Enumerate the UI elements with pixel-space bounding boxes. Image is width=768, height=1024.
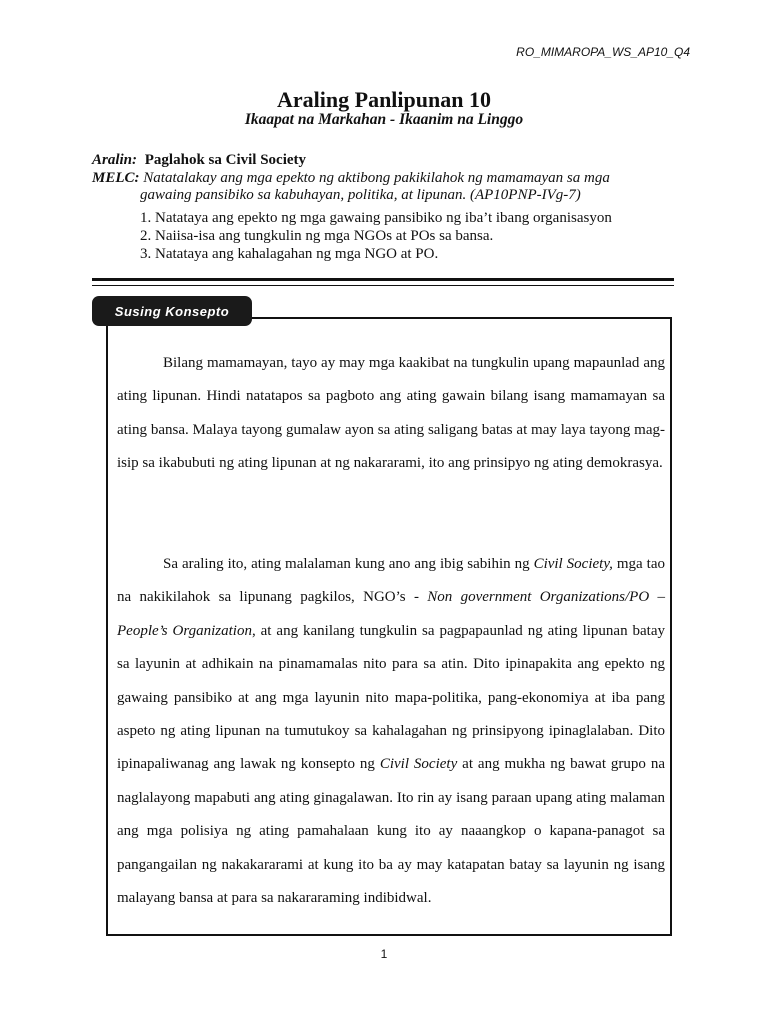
melc-line [92, 169, 610, 187]
civil-society-term: Civil Society, [533, 556, 613, 572]
concept-paragraph-2 [117, 548, 665, 915]
aralin-value: Paglahok sa Civil Society [144, 152, 307, 168]
melc-label: MELC: [92, 170, 140, 186]
p2-text: at ang mukha ng bawat grupo na naglalayong mapabuti ang ating ginagalawan. Ito rin ay isang paraan upang ating malaman ang mga polisiya ng ating pamahalaan kung ito ay naaangkop o kapana-panagot sa pangangailan ng nakakararami at kung ito ba ay may katapatan batay sa layunin ng isang malayang bansa at para sa nakararaming indibidwal. [117, 756, 665, 907]
page-number: 1 [380, 947, 388, 961]
document-code: RO_MIMAROPA_WS_AP10_Q4 [516, 45, 690, 59]
section-badge: Susing Konsepto [92, 296, 252, 326]
melc-text-line2: gawaing pansibiko sa kabuhayan, politika, at lipunan. (AP10PNP-IVg-7) [140, 187, 581, 203]
objective-item: 3. Natataya ang kahalagahan ng mga NGO at PO. [140, 246, 439, 262]
objective-item: 1. Natataya ang epekto ng mga gawaing pansibiko ng iba’t ibang organisasyon [140, 210, 612, 226]
ngo-po-term: Non government Organizations/PO – People’s Organization [117, 589, 665, 639]
divider-thick [92, 278, 674, 281]
concept-paragraph-1: Bilang mamamayan, tayo ay may mga kaakibat na tungkulin upang mapaunlad ang ating lipunan. Hindi natatapos sa pagboto ang ating gawain bilang isang mamamayan sa ating bansa. Malaya tayong gumalaw ayon sa ating saligang batas at may laya tayong mag-isip sa ikabubuti ng ating lipunan at ng nakararami, ito ang prinsipyo ng ating demokrasya. [117, 355, 665, 472]
p2-text: , at ang kanilang tungkulin sa pagpapaunlad ng ating lipunan batay sa layunin at adhikain na pinamamalas nito para sa atin. Dito ipinapakita ang epekto ng gawaing pansibiko at ang mga layunin nito mapa-politika, pang-ekonomiya at iba pang aspeto ng ating lipunan na tumutukoy sa kahalagahan ng prinsipyong ipinaglalaban. Dito ipinapaliwanag ang lawak ng konsepto ng [117, 622, 666, 773]
objectives-list [140, 209, 612, 263]
aralin-label: Aralin: [92, 152, 138, 168]
page-title: Araling Panlipunan 10 [277, 87, 491, 112]
objective-item: 2. Naiisa-isa ang tungkulin ng mga NGOs at POs sa bansa. [140, 228, 494, 244]
aralin-line [92, 152, 306, 169]
p2-text: mga tao na nakikilahok sa lipunang pagkilos, NGO’s - [117, 556, 665, 606]
page-subtitle: Ikaapat na Markahan - Ikaanim na Linggo [244, 111, 524, 128]
melc-text-line1: Natatalakay ang mga epekto ng aktibong pakikilahok ng mamamayan sa mga [143, 170, 610, 186]
civil-society-term: Civil Society [379, 756, 458, 773]
divider-thin [92, 285, 674, 286]
p2-text: Sa araling ito, ating malalaman kung ano ang ibig sabihin ng [163, 556, 534, 572]
